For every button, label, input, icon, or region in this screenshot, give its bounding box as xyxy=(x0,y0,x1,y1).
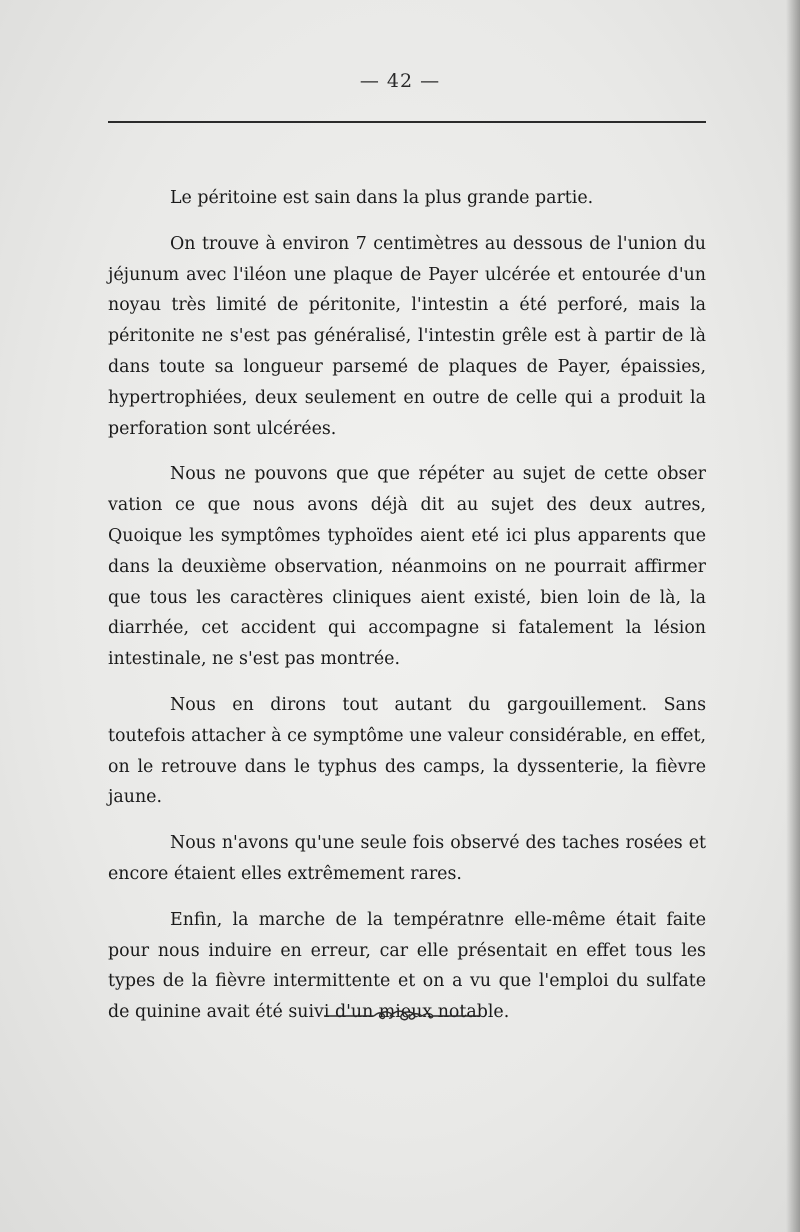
page-edge-shadow xyxy=(786,0,800,1232)
paragraph-peritoine: Le péritoine est sain dans la plus grande partie. xyxy=(170,188,594,208)
page-number: — 42 — xyxy=(359,70,441,92)
end-flourish-ornament xyxy=(322,1004,482,1026)
header-rule xyxy=(108,121,706,123)
paragraph-symptomes-typhoides: Nous ne pouvons que que répéter au sujet de cette obser vation ce que nous avons déjà dit au sujet des deux autres, Quoique les symptômes typhoïdes aient eté ici plus apparents que dans la deuxième observation, néanmoins on ne pourrait affirmer que tous les caractères cliniques aient existé, bien loin de là, la diarrhée, cet accident qui accompagne si fatalement la lésion intestinale, ne s'est pas montrée. xyxy=(108,464,706,670)
paragraph-gargouillement: Nous en dirons tout autant du gargouillement. Sans toutefois attacher à ce symptôme une valeur considérable, en effet, on le retrouve dans le typhus des camps, la dyssenterie, la fièvre jaune. xyxy=(108,694,706,808)
paragraph-plaque-payer: On trouve à environ 7 centimètres au dessous de l'union du jéjunum avec l'iléon une plaque de Payer ulcérée et entourée d'un noyau très limité de péritonite, l'intestin a été perforé, mais la péritonite ne s'est pas généralisé, l'intestin grêle est à partir de là dans toute sa longueur parsemé de plaques de Payer, épaissies, hypertrophiées, deux seulement en outre de celle qui a produit la perforation sont ulcérées. xyxy=(108,233,706,439)
paragraph-taches-rosees: Nous n'avons qu'une seule fois observé des taches rosées et encore étaient elles extrêmement rares. xyxy=(108,833,706,884)
body-text xyxy=(108,183,706,1028)
paragraph-temperature: Enfin, la marche de la températnre elle-même était faite pour nous induire en erreur, car elle présentait en effet tous les types de la fièvre intermittente et on a vu que l'emploi du sulfate de quinine avait été suivi d'un mieux notable. xyxy=(108,909,706,1023)
